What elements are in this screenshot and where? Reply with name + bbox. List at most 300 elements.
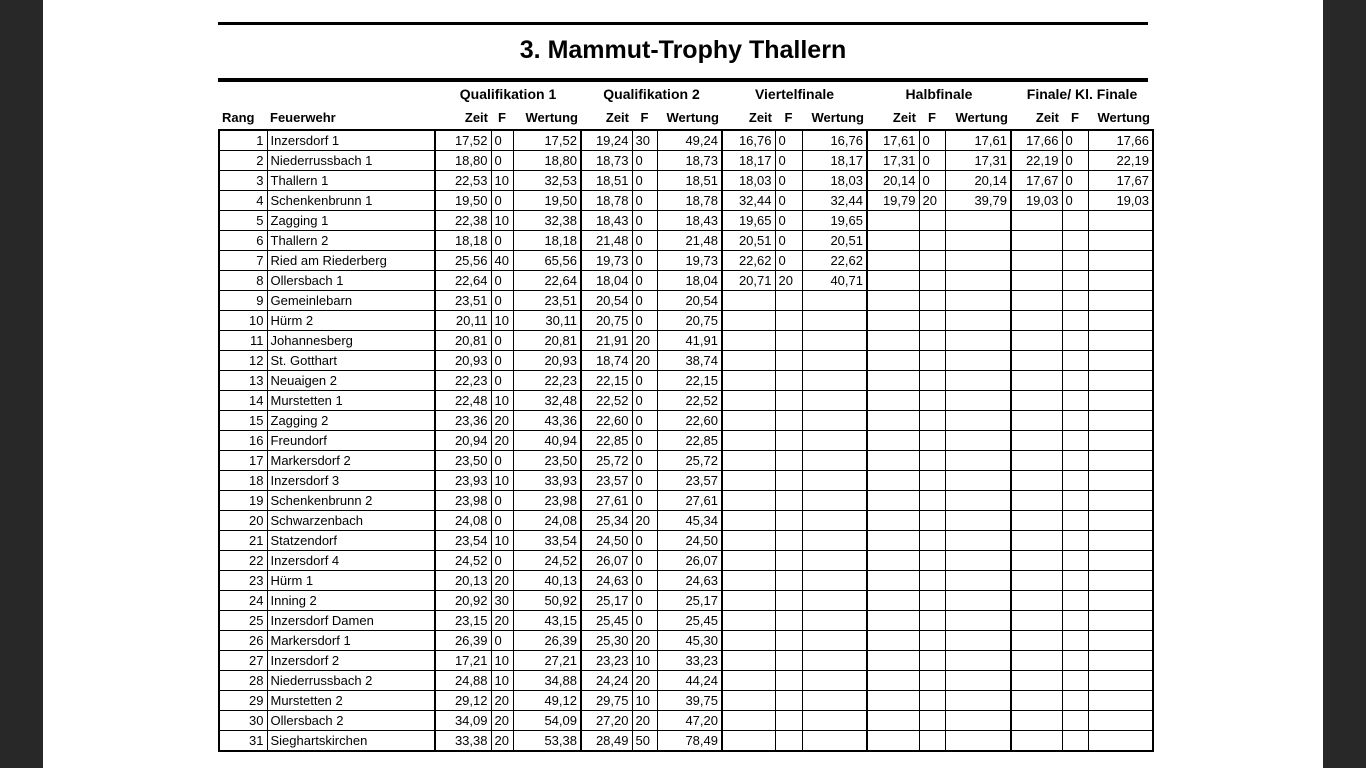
f-cell: 0: [491, 371, 513, 391]
wertung-cell: 22,62: [802, 251, 867, 271]
wertung-cell: 34,88: [513, 671, 581, 691]
f-cell: 0: [632, 491, 657, 511]
f-cell: 0: [632, 191, 657, 211]
wertung-cell: 21,48: [657, 231, 722, 251]
wertung-cell: 38,74: [657, 351, 722, 371]
zeit-cell: [867, 311, 919, 331]
zeit-cell: [867, 531, 919, 551]
table-row: [219, 691, 1153, 711]
wertung-cell: 18,04: [657, 271, 722, 291]
feuerwehr-cell: Inzersdorf 3: [267, 471, 435, 491]
wertung-cell: 32,53: [513, 171, 581, 191]
column-header-f: F: [498, 110, 506, 125]
wertung-cell: [945, 731, 1011, 752]
zeit-cell: 26,39: [435, 631, 491, 651]
wertung-cell: 16,76: [802, 130, 867, 151]
wertung-cell: [1088, 451, 1153, 471]
column-header-f: F: [640, 110, 649, 125]
f-cell: [1062, 491, 1088, 511]
zeit-cell: [1011, 411, 1062, 431]
wertung-cell: 19,73: [657, 251, 722, 271]
zeit-cell: [722, 311, 775, 331]
zeit-cell: 22,19: [1011, 151, 1062, 171]
wertung-cell: [945, 591, 1011, 611]
wertung-cell: [1088, 631, 1153, 651]
wertung-cell: [1088, 231, 1153, 251]
wertung-cell: 19,65: [802, 211, 867, 231]
wertung-cell: [945, 251, 1011, 271]
zeit-cell: 22,60: [581, 411, 632, 431]
rang-cell: 6: [219, 231, 267, 251]
wertung-cell: 17,67: [1088, 171, 1153, 191]
wertung-cell: [945, 351, 1011, 371]
wertung-cell: 19,03: [1088, 191, 1153, 211]
f-cell: [1062, 311, 1088, 331]
rang-cell: 27: [219, 651, 267, 671]
f-cell: 0: [775, 211, 802, 231]
f-cell: 20: [632, 511, 657, 531]
rang-cell: 1: [219, 130, 267, 151]
f-cell: [1062, 551, 1088, 571]
table-row: [219, 251, 1153, 271]
wertung-cell: [1088, 591, 1153, 611]
results-body: [219, 130, 1153, 751]
wertung-cell: 18,78: [657, 191, 722, 211]
zeit-cell: [1011, 231, 1062, 251]
feuerwehr-cell: Niederrussbach 2: [267, 671, 435, 691]
feuerwehr-cell: Markersdorf 1: [267, 631, 435, 651]
f-cell: 10: [491, 391, 513, 411]
wertung-cell: [945, 331, 1011, 351]
zeit-cell: 33,38: [435, 731, 491, 752]
feuerwehr-cell: Hürm 2: [267, 311, 435, 331]
rang-cell: 26: [219, 631, 267, 651]
f-cell: [775, 451, 802, 471]
wertung-cell: 27,61: [657, 491, 722, 511]
f-cell: 20: [491, 691, 513, 711]
zeit-cell: [1011, 391, 1062, 411]
wertung-cell: [945, 371, 1011, 391]
wertung-cell: [1088, 351, 1153, 371]
f-cell: 10: [632, 651, 657, 671]
wertung-cell: 18,17: [802, 151, 867, 171]
zeit-cell: 18,04: [581, 271, 632, 291]
column-header-zeit: Zeit: [464, 110, 488, 125]
zeit-cell: [1011, 371, 1062, 391]
wertung-cell: [1088, 271, 1153, 291]
wertung-cell: [1088, 691, 1153, 711]
zeit-cell: [867, 591, 919, 611]
f-cell: [919, 291, 945, 311]
f-cell: 20: [632, 631, 657, 651]
f-cell: 0: [632, 431, 657, 451]
table-row: [219, 391, 1153, 411]
zeit-cell: [1011, 491, 1062, 511]
zeit-cell: 26,07: [581, 551, 632, 571]
wertung-cell: 53,38: [513, 731, 581, 752]
wertung-cell: [945, 631, 1011, 651]
zeit-cell: [1011, 731, 1062, 752]
zeit-cell: 18,43: [581, 211, 632, 231]
rang-cell: 12: [219, 351, 267, 371]
column-header-f: F: [928, 110, 936, 125]
wertung-cell: [802, 491, 867, 511]
f-cell: [1062, 531, 1088, 551]
f-cell: 0: [491, 551, 513, 571]
f-cell: 50: [632, 731, 657, 752]
zeit-cell: 20,94: [435, 431, 491, 451]
stage-header-row: [219, 82, 1153, 106]
wertung-cell: [1088, 431, 1153, 451]
table-row: [219, 631, 1153, 651]
rang-cell: 28: [219, 671, 267, 691]
wertung-cell: 27,21: [513, 651, 581, 671]
table-row: [219, 551, 1153, 571]
zeit-cell: [1011, 351, 1062, 371]
wertung-cell: 22,52: [657, 391, 722, 411]
wertung-cell: [945, 491, 1011, 511]
zeit-cell: [722, 571, 775, 591]
f-cell: [1062, 371, 1088, 391]
wertung-cell: [945, 711, 1011, 731]
rang-cell: 23: [219, 571, 267, 591]
f-cell: [919, 551, 945, 571]
wertung-cell: [1088, 511, 1153, 531]
wertung-cell: 18,43: [657, 211, 722, 231]
f-cell: 0: [919, 151, 945, 171]
stage-header: Halbfinale: [905, 86, 973, 102]
f-cell: 0: [632, 591, 657, 611]
wertung-cell: [945, 291, 1011, 311]
f-cell: 20: [632, 711, 657, 731]
wertung-cell: 17,61: [945, 130, 1011, 151]
wertung-cell: 18,51: [657, 171, 722, 191]
wertung-cell: [945, 451, 1011, 471]
f-cell: 30: [491, 591, 513, 611]
f-cell: 0: [632, 551, 657, 571]
table-row: [219, 571, 1153, 591]
f-cell: 20: [919, 191, 945, 211]
zeit-cell: [722, 451, 775, 471]
zeit-cell: [722, 611, 775, 631]
zeit-cell: [867, 571, 919, 591]
zeit-cell: 20,93: [435, 351, 491, 371]
zeit-cell: 19,03: [1011, 191, 1062, 211]
f-cell: [919, 451, 945, 471]
zeit-cell: 23,93: [435, 471, 491, 491]
f-cell: 0: [919, 171, 945, 191]
wertung-cell: [802, 651, 867, 671]
feuerwehr-cell: Zagging 1: [267, 211, 435, 231]
column-header-zeit: Zeit: [605, 110, 629, 125]
f-cell: 0: [632, 211, 657, 231]
wertung-cell: [945, 411, 1011, 431]
wertung-cell: 22,23: [513, 371, 581, 391]
f-cell: 30: [632, 130, 657, 151]
column-header-wertung: Wertung: [666, 110, 719, 125]
f-cell: [775, 411, 802, 431]
wertung-cell: [802, 571, 867, 591]
f-cell: 20: [491, 731, 513, 752]
f-cell: 10: [491, 211, 513, 231]
f-cell: 10: [491, 171, 513, 191]
wertung-cell: [945, 211, 1011, 231]
f-cell: [919, 691, 945, 711]
table-row: [219, 130, 1153, 151]
wertung-cell: 22,64: [513, 271, 581, 291]
feuerwehr-cell: Inning 2: [267, 591, 435, 611]
f-cell: 0: [491, 631, 513, 651]
zeit-cell: [1011, 531, 1062, 551]
table-row: [219, 671, 1153, 691]
zeit-cell: [1011, 551, 1062, 571]
f-cell: [1062, 511, 1088, 531]
zeit-cell: 22,48: [435, 391, 491, 411]
zeit-cell: [1011, 271, 1062, 291]
zeit-cell: [1011, 251, 1062, 271]
wertung-cell: [1088, 571, 1153, 591]
wertung-cell: 17,31: [945, 151, 1011, 171]
f-cell: [1062, 451, 1088, 471]
wertung-cell: [945, 431, 1011, 451]
f-cell: [1062, 391, 1088, 411]
zeit-cell: 24,63: [581, 571, 632, 591]
f-cell: 0: [632, 611, 657, 631]
f-cell: 0: [1062, 191, 1088, 211]
f-cell: [919, 211, 945, 231]
wertung-cell: 39,79: [945, 191, 1011, 211]
f-cell: 0: [1062, 151, 1088, 171]
f-cell: [775, 431, 802, 451]
wertung-cell: 18,03: [802, 171, 867, 191]
f-cell: 0: [491, 271, 513, 291]
zeit-cell: [867, 511, 919, 531]
zeit-cell: [1011, 611, 1062, 631]
f-cell: 0: [632, 251, 657, 271]
f-cell: [775, 491, 802, 511]
f-cell: 40: [491, 251, 513, 271]
f-cell: 10: [491, 671, 513, 691]
column-header-rang: Rang: [222, 110, 255, 125]
zeit-cell: 20,71: [722, 271, 775, 291]
table-row: [219, 211, 1153, 231]
feuerwehr-cell: Inzersdorf 2: [267, 651, 435, 671]
zeit-cell: [1011, 211, 1062, 231]
zeit-cell: 23,51: [435, 291, 491, 311]
wertung-cell: [1088, 531, 1153, 551]
zeit-cell: 23,36: [435, 411, 491, 431]
zeit-cell: 25,30: [581, 631, 632, 651]
wertung-cell: [1088, 251, 1153, 271]
stage-header: Finale/ Kl. Finale: [1026, 86, 1138, 102]
wertung-cell: [1088, 411, 1153, 431]
zeit-cell: [867, 651, 919, 671]
wertung-cell: 41,91: [657, 331, 722, 351]
zeit-cell: [722, 551, 775, 571]
zeit-cell: [867, 631, 919, 651]
feuerwehr-cell: Johannesberg: [267, 331, 435, 351]
wertung-cell: 22,19: [1088, 151, 1153, 171]
zeit-cell: [722, 711, 775, 731]
wertung-cell: 25,72: [657, 451, 722, 471]
rang-cell: 18: [219, 471, 267, 491]
wertung-cell: 65,56: [513, 251, 581, 271]
f-cell: 0: [775, 151, 802, 171]
rang-cell: 25: [219, 611, 267, 631]
zeit-cell: [867, 611, 919, 631]
zeit-cell: 17,52: [435, 130, 491, 151]
zeit-cell: 24,08: [435, 511, 491, 531]
f-cell: [1062, 251, 1088, 271]
wertung-cell: [802, 691, 867, 711]
zeit-cell: 25,17: [581, 591, 632, 611]
wertung-cell: 32,44: [802, 191, 867, 211]
f-cell: 0: [632, 151, 657, 171]
zeit-cell: [1011, 451, 1062, 471]
f-cell: [775, 531, 802, 551]
f-cell: [919, 731, 945, 752]
zeit-cell: [867, 251, 919, 271]
wertung-cell: 22,60: [657, 411, 722, 431]
f-cell: [919, 611, 945, 631]
f-cell: 0: [632, 571, 657, 591]
wertung-cell: 49,24: [657, 130, 722, 151]
column-header-zeit: Zeit: [1035, 110, 1059, 125]
wertung-cell: [1088, 371, 1153, 391]
zeit-cell: [1011, 311, 1062, 331]
f-cell: [1062, 651, 1088, 671]
f-cell: 0: [775, 130, 802, 151]
f-cell: 0: [491, 191, 513, 211]
rang-cell: 10: [219, 311, 267, 331]
f-cell: 20: [775, 271, 802, 291]
zeit-cell: 25,34: [581, 511, 632, 531]
wertung-cell: 30,11: [513, 311, 581, 331]
table-row: [219, 311, 1153, 331]
f-cell: [919, 311, 945, 331]
table-row: [219, 491, 1153, 511]
f-cell: [775, 471, 802, 491]
f-cell: 0: [1062, 130, 1088, 151]
zeit-cell: 20,75: [581, 311, 632, 331]
zeit-cell: 20,14: [867, 171, 919, 191]
zeit-cell: [867, 411, 919, 431]
f-cell: [1062, 591, 1088, 611]
zeit-cell: 27,20: [581, 711, 632, 731]
zeit-cell: 23,15: [435, 611, 491, 631]
rang-cell: 24: [219, 591, 267, 611]
wertung-cell: 24,52: [513, 551, 581, 571]
rang-cell: 5: [219, 211, 267, 231]
zeit-cell: [722, 591, 775, 611]
wertung-cell: 33,93: [513, 471, 581, 491]
zeit-cell: [722, 731, 775, 752]
f-cell: [919, 331, 945, 351]
f-cell: [775, 671, 802, 691]
f-cell: [775, 331, 802, 351]
f-cell: 20: [632, 351, 657, 371]
feuerwehr-cell: Statzendorf: [267, 531, 435, 551]
f-cell: 0: [775, 171, 802, 191]
zeit-cell: 24,50: [581, 531, 632, 551]
wertung-cell: [945, 651, 1011, 671]
zeit-cell: [867, 451, 919, 471]
wertung-cell: 18,80: [513, 151, 581, 171]
wertung-cell: 20,75: [657, 311, 722, 331]
wertung-cell: 20,81: [513, 331, 581, 351]
f-cell: 0: [491, 130, 513, 151]
wertung-cell: [945, 551, 1011, 571]
top-rule: [218, 22, 1148, 25]
f-cell: [919, 431, 945, 451]
wertung-cell: 43,36: [513, 411, 581, 431]
rang-cell: 29: [219, 691, 267, 711]
f-cell: 0: [491, 231, 513, 251]
wertung-cell: 24,50: [657, 531, 722, 551]
f-cell: [775, 651, 802, 671]
zeit-cell: [722, 511, 775, 531]
rang-cell: 7: [219, 251, 267, 271]
zeit-cell: [867, 231, 919, 251]
rang-cell: 15: [219, 411, 267, 431]
f-cell: [1062, 271, 1088, 291]
feuerwehr-cell: Markersdorf 2: [267, 451, 435, 471]
zeit-cell: 23,98: [435, 491, 491, 511]
zeit-cell: [867, 391, 919, 411]
wertung-cell: 26,39: [513, 631, 581, 651]
zeit-cell: [722, 351, 775, 371]
table-row: [219, 351, 1153, 371]
table-row: [219, 231, 1153, 251]
f-cell: [919, 271, 945, 291]
f-cell: [919, 391, 945, 411]
zeit-cell: [722, 331, 775, 351]
zeit-cell: [722, 691, 775, 711]
zeit-cell: 23,54: [435, 531, 491, 551]
table-row: [219, 171, 1153, 191]
zeit-cell: [1011, 331, 1062, 351]
wertung-cell: [1088, 331, 1153, 351]
stage-header: Qualifikation 2: [603, 86, 700, 102]
zeit-cell: 25,72: [581, 451, 632, 471]
wertung-cell: 33,54: [513, 531, 581, 551]
rang-cell: 19: [219, 491, 267, 511]
table-row: [219, 731, 1153, 752]
zeit-cell: [1011, 651, 1062, 671]
zeit-cell: [722, 631, 775, 651]
zeit-cell: 20,81: [435, 331, 491, 351]
wertung-cell: 47,20: [657, 711, 722, 731]
feuerwehr-cell: Neuaigen 2: [267, 371, 435, 391]
zeit-cell: 18,51: [581, 171, 632, 191]
f-cell: [775, 291, 802, 311]
zeit-cell: [1011, 671, 1062, 691]
f-cell: [1062, 671, 1088, 691]
rang-cell: 31: [219, 731, 267, 752]
f-cell: [919, 231, 945, 251]
feuerwehr-cell: Niederrussbach 1: [267, 151, 435, 171]
f-cell: [919, 351, 945, 371]
zeit-cell: [1011, 291, 1062, 311]
zeit-cell: [867, 331, 919, 351]
table-row: [219, 371, 1153, 391]
zeit-cell: [722, 651, 775, 671]
f-cell: 20: [632, 331, 657, 351]
column-header-wertung: Wertung: [955, 110, 1008, 125]
f-cell: 0: [632, 451, 657, 471]
f-cell: [919, 411, 945, 431]
column-header-zeit: Zeit: [748, 110, 772, 125]
